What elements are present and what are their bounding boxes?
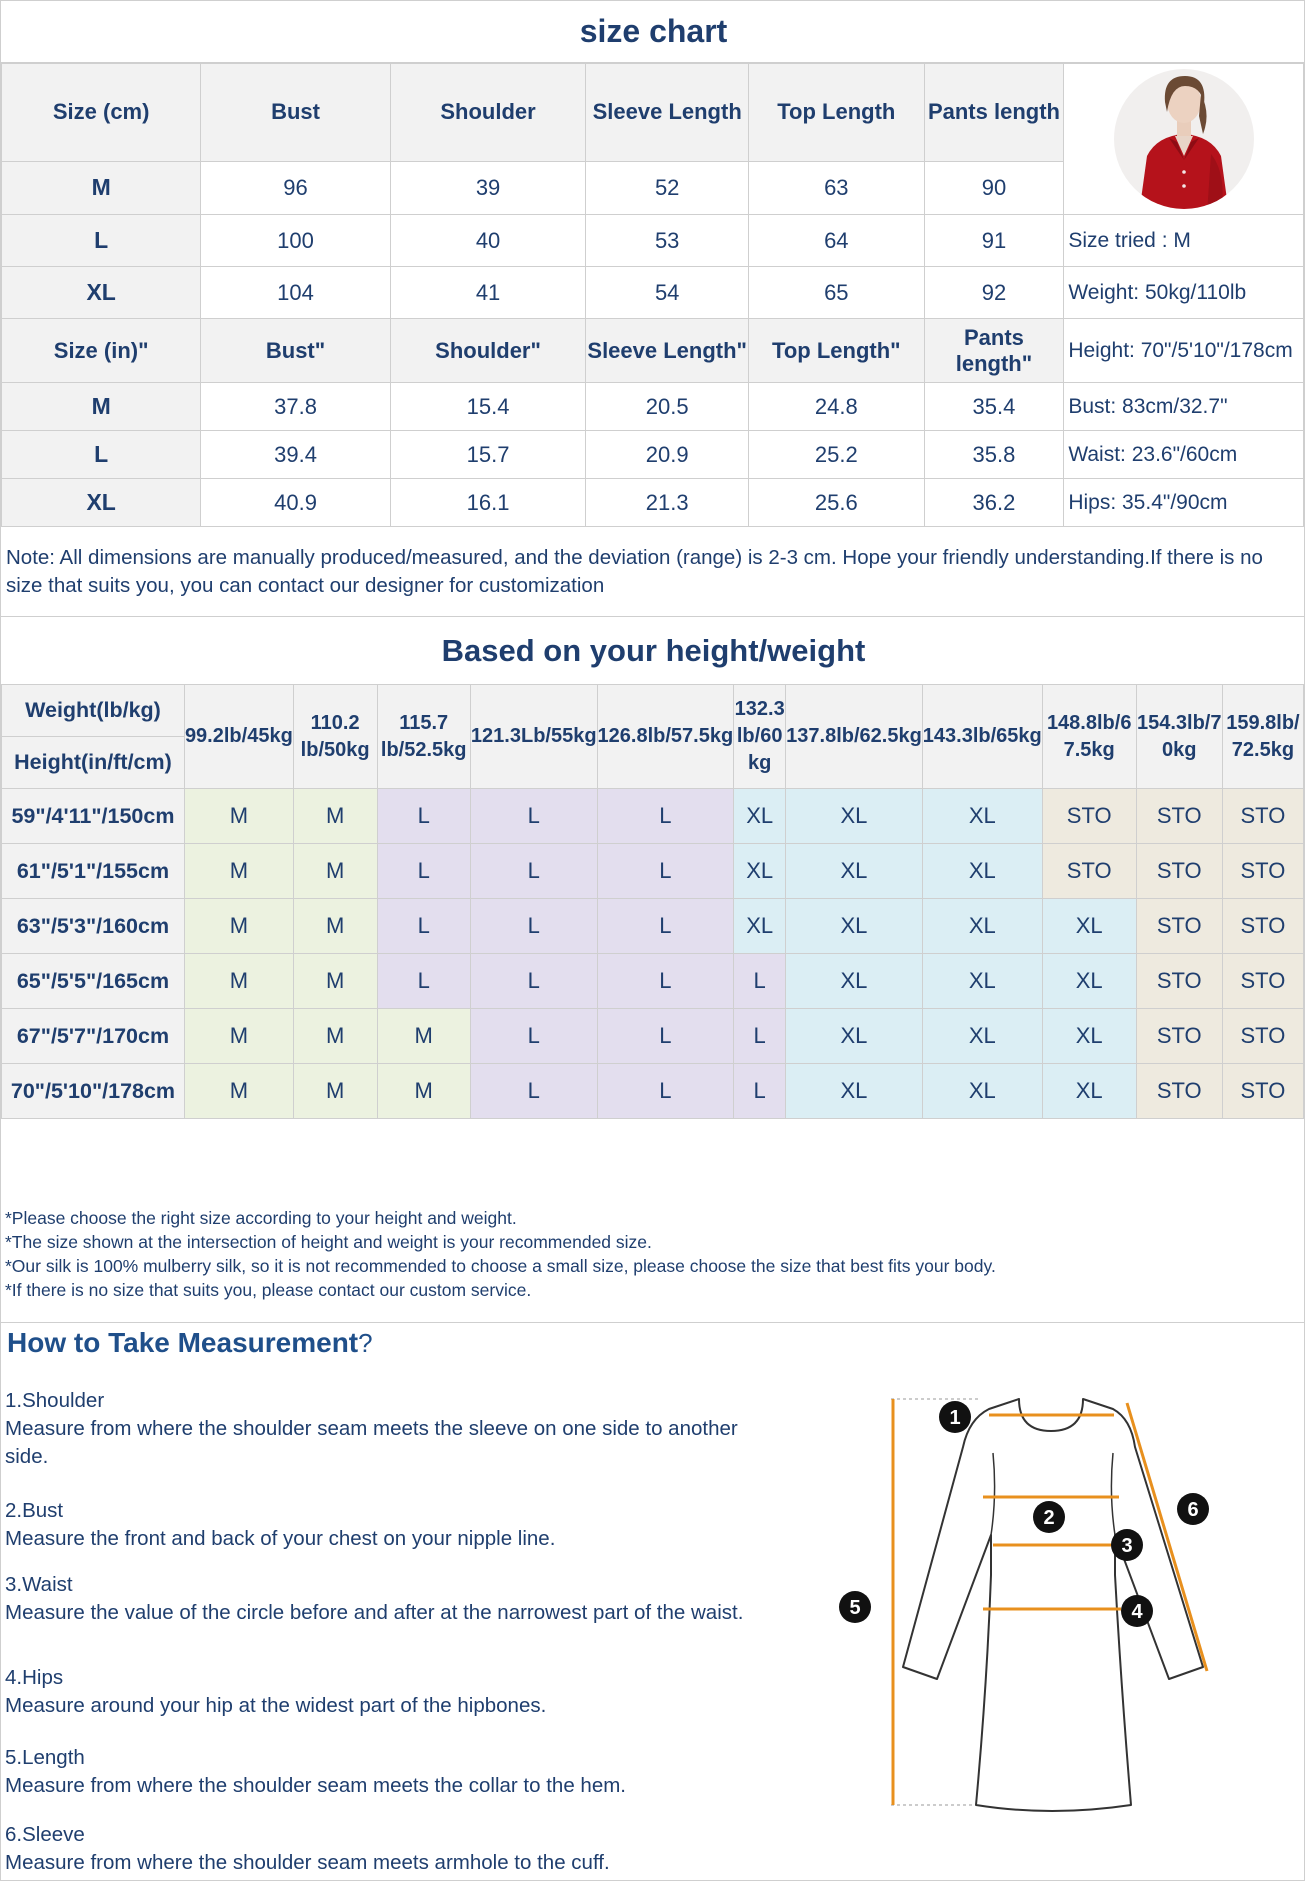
- weight-header: 143.3lb/65kg: [922, 685, 1042, 789]
- recommended-size-cell: STO: [1136, 1064, 1222, 1119]
- recommended-size-cell: XL: [1042, 899, 1136, 954]
- header-top-length: Top Length: [749, 64, 925, 162]
- in-cell: 24.8: [749, 383, 925, 431]
- in-cell: 35.8: [924, 431, 1064, 479]
- recommended-size-cell: XL: [786, 954, 923, 1009]
- recommended-size-cell: M: [293, 789, 377, 844]
- cm-cell: 64: [749, 215, 925, 267]
- recommended-size-cell: XL: [786, 844, 923, 899]
- in-cell: 25.2: [749, 431, 925, 479]
- in-cell: 15.4: [390, 383, 586, 431]
- cm-cell: 40: [390, 215, 586, 267]
- header-pants-length-in: Pants length": [924, 319, 1064, 383]
- in-size-label: L: [2, 431, 201, 479]
- cm-header-row: [2, 64, 1304, 162]
- marker-label: 2: [1043, 1507, 1055, 1529]
- in-cell: 40.9: [201, 479, 390, 527]
- recommended-size-cell: L: [470, 954, 597, 1009]
- question-mark: ?: [358, 1328, 373, 1358]
- step-title: 2.Bust: [5, 1499, 64, 1522]
- recommended-size-cell: XL: [1042, 1064, 1136, 1119]
- measurement-title: [7, 1327, 373, 1359]
- weight-header: 148.8lb/67.5kg: [1042, 685, 1136, 789]
- model-weight: Weight: 50kg/110lb: [1064, 267, 1304, 319]
- header-bust: Bust: [201, 64, 390, 162]
- recommended-size-cell: L: [470, 844, 597, 899]
- recommended-size-cell: STO: [1042, 844, 1136, 899]
- model-photo-cell: [1064, 64, 1304, 215]
- marker-label: 5: [849, 1597, 861, 1619]
- height-label: 70"/5'10"/178cm: [2, 1064, 185, 1119]
- step-length: [5, 1744, 745, 1800]
- recommended-size-cell: M: [377, 1009, 470, 1064]
- recommended-size-cell: STO: [1136, 954, 1222, 1009]
- step-title: 3.Waist: [5, 1573, 73, 1596]
- recommended-size-cell: XL: [734, 899, 786, 954]
- cm-cell: 39: [390, 161, 586, 214]
- in-cell: 35.4: [924, 383, 1064, 431]
- recommended-size-cell: L: [597, 789, 734, 844]
- step-desc: Measure from where the shoulder seam meets armhole to the cuff.: [5, 1851, 610, 1874]
- in-row-l: [2, 431, 1304, 479]
- size-chart-title: size chart: [1, 1, 1305, 63]
- model-bust: Bust: 83cm/32.7": [1064, 383, 1304, 431]
- step-desc: Measure the value of the circle before and after at the narrowest part of the waist.: [5, 1601, 744, 1624]
- step-desc: Measure from where the shoulder seam meets the sleeve on one side to another side.: [5, 1417, 738, 1468]
- cm-size-label: M: [2, 161, 201, 214]
- measurement-title-text: How to Take Measurement: [7, 1327, 359, 1358]
- in-cell: 36.2: [924, 479, 1064, 527]
- cm-cell: 104: [201, 267, 390, 319]
- recommended-size-cell: XL: [922, 1064, 1042, 1119]
- section-divider: [1, 1322, 1305, 1323]
- marker-3: [1111, 1529, 1143, 1561]
- header-top-length-in: Top Length": [749, 319, 925, 383]
- height-label: 65"/5'5"/165cm: [2, 954, 185, 1009]
- recommended-size-cell: L: [597, 1009, 734, 1064]
- step-desc: Measure from where the shoulder seam meets the collar to the hem.: [5, 1774, 626, 1797]
- step-title: 5.Length: [5, 1746, 85, 1769]
- hw-row: [2, 844, 1304, 899]
- in-cell: 25.6: [749, 479, 925, 527]
- cm-cell: 100: [201, 215, 390, 267]
- recommended-size-cell: L: [597, 899, 734, 954]
- hw-row: [2, 899, 1304, 954]
- recommended-size-cell: L: [377, 899, 470, 954]
- recommended-size-cell: L: [597, 844, 734, 899]
- header-bust-in: Bust": [201, 319, 390, 383]
- cm-cell: 92: [924, 267, 1064, 319]
- hw-header-row: [2, 685, 1304, 737]
- size-chart-table: [1, 63, 1304, 527]
- recommended-size-cell: M: [184, 954, 293, 1009]
- weight-header: 99.2lb/45kg: [184, 685, 293, 789]
- tip-line: *Please choose the right size according to your height and weight.: [5, 1208, 517, 1228]
- height-axis-label: Height(in/ft/cm): [2, 737, 185, 789]
- recommended-size-cell: L: [470, 1009, 597, 1064]
- recommended-size-cell: STO: [1136, 844, 1222, 899]
- recommended-size-cell: M: [293, 1009, 377, 1064]
- marker-2: [1033, 1501, 1065, 1533]
- recommended-size-cell: L: [734, 1064, 786, 1119]
- in-header-row: [2, 319, 1304, 383]
- model-hips: Hips: 35.4"/90cm: [1064, 479, 1304, 527]
- weight-header: 132.3lb/60kg: [734, 685, 786, 789]
- recommended-size-cell: L: [377, 789, 470, 844]
- recommended-size-cell: L: [734, 1009, 786, 1064]
- recommended-size-cell: M: [184, 1064, 293, 1119]
- in-size-label: M: [2, 383, 201, 431]
- recommended-size-cell: M: [293, 899, 377, 954]
- cm-cell: 91: [924, 215, 1064, 267]
- in-cell: 20.5: [586, 383, 749, 431]
- header-shoulder-in: Shoulder": [390, 319, 586, 383]
- recommended-size-cell: STO: [1222, 1064, 1303, 1119]
- recommended-size-cell: XL: [786, 789, 923, 844]
- recommended-size-cell: STO: [1136, 899, 1222, 954]
- recommended-size-cell: M: [293, 844, 377, 899]
- step-title: 6.Sleeve: [5, 1823, 85, 1846]
- recommended-size-cell: STO: [1222, 844, 1303, 899]
- recommended-size-cell: L: [470, 789, 597, 844]
- weight-header: 137.8lb/62.5kg: [786, 685, 923, 789]
- in-cell: 15.7: [390, 431, 586, 479]
- hw-body: [2, 789, 1304, 1119]
- recommended-size-cell: STO: [1222, 789, 1303, 844]
- recommended-size-cell: XL: [922, 954, 1042, 1009]
- recommended-size-cell: XL: [1042, 954, 1136, 1009]
- recommended-size-cell: XL: [922, 789, 1042, 844]
- marker-label: 3: [1121, 1535, 1133, 1557]
- marker-5: [839, 1591, 871, 1623]
- weight-axis-label: Weight(lb/kg): [2, 685, 185, 737]
- header-sleeve-length-in: Sleeve Length": [586, 319, 749, 383]
- cm-size-label: XL: [2, 267, 201, 319]
- height-label: 67"/5'7"/170cm: [2, 1009, 185, 1064]
- recommended-size-cell: M: [184, 844, 293, 899]
- tip-line: *If there is no size that suits you, please contact our custom service.: [5, 1280, 532, 1300]
- marker-4: [1121, 1595, 1153, 1627]
- measurement-diagram: [831, 1385, 1221, 1835]
- step-desc: Measure the front and back of your chest on your nipple line.: [5, 1527, 556, 1550]
- marker-label: 6: [1187, 1499, 1199, 1521]
- recommended-size-cell: STO: [1136, 1009, 1222, 1064]
- model-height: Height: 70"/5'10"/178cm: [1064, 319, 1304, 383]
- step-desc: Measure around your hip at the widest part of the hipbones.: [5, 1694, 547, 1717]
- hw-row: [2, 954, 1304, 1009]
- height-label: 59"/4'11"/150cm: [2, 789, 185, 844]
- in-cell: 37.8: [201, 383, 390, 431]
- in-cell: 21.3: [586, 479, 749, 527]
- height-weight-table: [1, 684, 1304, 1119]
- cm-cell: 65: [749, 267, 925, 319]
- recommended-size-cell: L: [470, 1064, 597, 1119]
- step-sleeve: [5, 1821, 745, 1877]
- weight-header: 110.2 lb/50kg: [293, 685, 377, 789]
- recommended-size-cell: STO: [1222, 899, 1303, 954]
- height-label: 63"/5'3"/160cm: [2, 899, 185, 954]
- recommended-size-cell: M: [184, 1009, 293, 1064]
- recommended-size-cell: XL: [786, 1009, 923, 1064]
- cm-cell: 63: [749, 161, 925, 214]
- recommended-size-cell: L: [734, 954, 786, 1009]
- weight-header: 115.7 lb/52.5kg: [377, 685, 470, 789]
- in-cell: 16.1: [390, 479, 586, 527]
- in-row-xl: [2, 479, 1304, 527]
- recommended-size-cell: STO: [1222, 1009, 1303, 1064]
- cm-row-l: [2, 215, 1304, 267]
- header-sleeve-length: Sleeve Length: [586, 64, 749, 162]
- header-shoulder: Shoulder: [390, 64, 586, 162]
- size-note: Note: All dimensions are manually produced/measured, and the deviation (range) is 2-3 cm. Hope your friendly understanding.If there is no size that suits you, you can contact our designer for customization: [1, 524, 1305, 617]
- in-cell: 20.9: [586, 431, 749, 479]
- in-size-label: XL: [2, 479, 201, 527]
- recommended-size-cell: M: [293, 1064, 377, 1119]
- size-tips: [5, 1206, 1301, 1302]
- marker-label: 4: [1131, 1601, 1143, 1623]
- cm-cell: 54: [586, 267, 749, 319]
- recommended-size-cell: XL: [922, 899, 1042, 954]
- recommended-size-cell: L: [377, 844, 470, 899]
- header-size-cm: Size (cm): [2, 64, 201, 162]
- recommended-size-cell: STO: [1042, 789, 1136, 844]
- recommended-size-cell: L: [470, 899, 597, 954]
- recommended-size-cell: XL: [786, 1064, 923, 1119]
- recommended-size-cell: M: [377, 1064, 470, 1119]
- hw-row: [2, 1009, 1304, 1064]
- in-cell: 39.4: [201, 431, 390, 479]
- weight-header: 159.8lb/72.5kg: [1222, 685, 1303, 789]
- recommended-size-cell: XL: [922, 844, 1042, 899]
- weight-header: 126.8lb/57.5kg: [597, 685, 734, 789]
- recommended-size-cell: L: [597, 1064, 734, 1119]
- step-hips: [5, 1664, 745, 1720]
- recommended-size-cell: XL: [786, 899, 923, 954]
- tip-line: *The size shown at the intersection of height and weight is your recommended size.: [5, 1232, 652, 1252]
- recommended-size-cell: L: [377, 954, 470, 1009]
- recommended-size-cell: M: [184, 899, 293, 954]
- step-title: 4.Hips: [5, 1666, 64, 1689]
- step-bust: [5, 1497, 745, 1553]
- model-size-tried: Size tried : M: [1064, 215, 1304, 267]
- marker-label: 1: [949, 1407, 961, 1429]
- marker-1: [939, 1401, 971, 1433]
- height-label: 61"/5'1"/155cm: [2, 844, 185, 899]
- recommended-size-cell: XL: [922, 1009, 1042, 1064]
- cm-cell: 53: [586, 215, 749, 267]
- tip-line: *Our silk is 100% mulberry silk, so it is not recommended to choose a small size, please choose the size that best fits your body.: [5, 1256, 996, 1276]
- cm-cell: 96: [201, 161, 390, 214]
- cm-row-xl: [2, 267, 1304, 319]
- dress-outline: [903, 1399, 1203, 1811]
- cm-cell: 90: [924, 161, 1064, 214]
- step-waist: [5, 1571, 745, 1627]
- recommended-size-cell: M: [184, 789, 293, 844]
- recommended-size-cell: L: [597, 954, 734, 1009]
- weight-header: 121.3Lb/55kg: [470, 685, 597, 789]
- weight-header: 154.3lb/70kg: [1136, 685, 1222, 789]
- model-photo: [1109, 64, 1259, 214]
- recommended-size-cell: STO: [1222, 954, 1303, 1009]
- cm-cell: 52: [586, 161, 749, 214]
- step-title: 1.Shoulder: [5, 1389, 105, 1412]
- cm-size-label: L: [2, 215, 201, 267]
- hw-row: [2, 789, 1304, 844]
- recommended-size-cell: M: [293, 954, 377, 1009]
- height-weight-title: Based on your height/weight: [1, 617, 1305, 685]
- recommended-size-cell: XL: [734, 844, 786, 899]
- hw-row: [2, 1064, 1304, 1119]
- header-size-in: Size (in)": [2, 319, 201, 383]
- header-pants-length: Pants length: [924, 64, 1064, 162]
- cm-cell: 41: [390, 267, 586, 319]
- marker-6: [1177, 1493, 1209, 1525]
- recommended-size-cell: XL: [734, 789, 786, 844]
- recommended-size-cell: XL: [1042, 1009, 1136, 1064]
- step-shoulder: [5, 1387, 745, 1471]
- in-row-m: [2, 383, 1304, 431]
- recommended-size-cell: STO: [1136, 789, 1222, 844]
- model-waist: Waist: 23.6"/60cm: [1064, 431, 1304, 479]
